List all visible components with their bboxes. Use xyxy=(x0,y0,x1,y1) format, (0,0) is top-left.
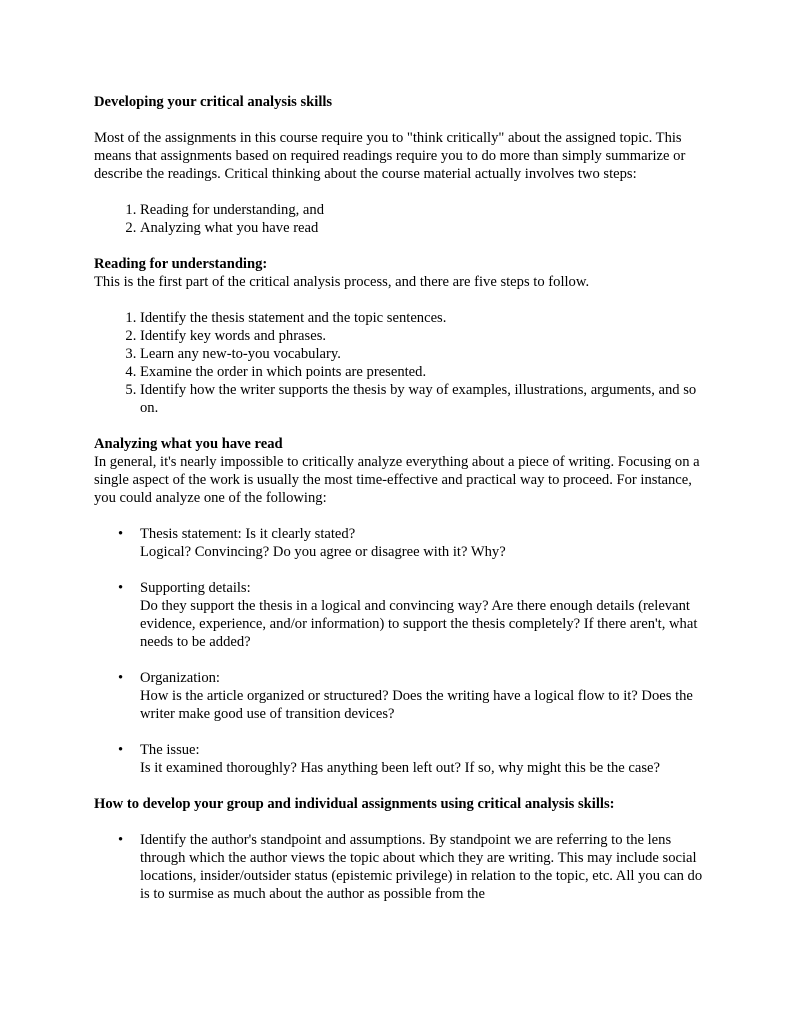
aspect-detail: How is the article organized or structured? Does the writing have a logical flow to it? Does the writer make good use of transition devices? xyxy=(140,688,693,722)
list-item: 3. Learn any new-to-you vocabulary. xyxy=(140,345,704,363)
steps-list xyxy=(94,201,704,237)
aspect-label: Thesis statement: Is it clearly stated? xyxy=(140,526,356,542)
list-item xyxy=(118,741,704,777)
reading-steps-list xyxy=(94,309,704,417)
list-item: 1. Identify the thesis statement and the topic sentences. xyxy=(140,309,704,327)
intro-paragraph: Most of the assignments in this course require you to "think critically" about the assigned topic. This means that assignments based on required readings require you to do more than simply summarize or describe the readings. Critical thinking about the course material actually involves two steps: xyxy=(94,130,686,182)
bullet-icon: • xyxy=(118,742,124,758)
section-heading-analyzing: Analyzing what you have read xyxy=(94,436,283,452)
analysis-aspects-list xyxy=(94,525,704,777)
bullet-icon: • xyxy=(118,670,124,686)
list-item: 5. Identify how the writer supports the thesis by way of examples, illustrations, arguments, and so on. xyxy=(140,381,704,417)
aspect-label: Supporting details: xyxy=(140,580,251,596)
analyzing-paragraph: In general, it's nearly impossible to critically analyze everything about a piece of writing. Focusing on a single aspect of the work is usually the most time-effective and practical way to proceed. For instance, you could analyze one of the following: xyxy=(94,454,700,506)
aspect-detail: Is it examined thoroughly? Has anything been left out? If so, why might this be the case? xyxy=(140,760,660,776)
aspect-detail: Do they support the thesis in a logical and convincing way? Are there enough details (relevant evidence, experience, and/or information) to support the thesis completely? If there aren't, what needs to be added? xyxy=(140,598,698,650)
section-heading-reading: Reading for understanding: xyxy=(94,256,268,272)
develop-item-text: Identify the author's standpoint and assumptions. By standpoint we are referring to the lens through which the author views the topic about which they are writing. This may include social locations, insider/outsider status (epistemic privilege) in relation to the topic, etc. All you can do is to surmise as much about the author as possible from the xyxy=(140,832,703,902)
list-item: 1. Reading for understanding, and xyxy=(140,201,704,219)
list-item: 4. Examine the order in which points are presented. xyxy=(140,363,704,381)
document-title: Developing your critical analysis skills xyxy=(94,94,333,110)
list-item: 2. Identify key words and phrases. xyxy=(140,327,704,345)
list-item xyxy=(118,579,704,651)
bullet-icon: • xyxy=(118,580,124,596)
list-item xyxy=(118,831,704,903)
aspect-detail: Logical? Convincing? Do you agree or disagree with it? Why? xyxy=(140,544,506,560)
list-item xyxy=(118,669,704,723)
reading-paragraph: This is the first part of the critical analysis process, and there are five steps to follow. xyxy=(94,274,590,290)
document-page xyxy=(94,93,704,903)
section-heading-develop: How to develop your group and individual assignments using critical analysis skills: xyxy=(94,796,615,812)
aspect-label: The issue: xyxy=(140,742,200,758)
aspect-label: Organization: xyxy=(140,670,220,686)
list-item xyxy=(118,525,704,561)
bullet-icon: • xyxy=(118,526,124,542)
bullet-icon: • xyxy=(118,832,124,848)
list-item: 2. Analyzing what you have read xyxy=(140,219,704,237)
develop-list xyxy=(94,831,704,903)
